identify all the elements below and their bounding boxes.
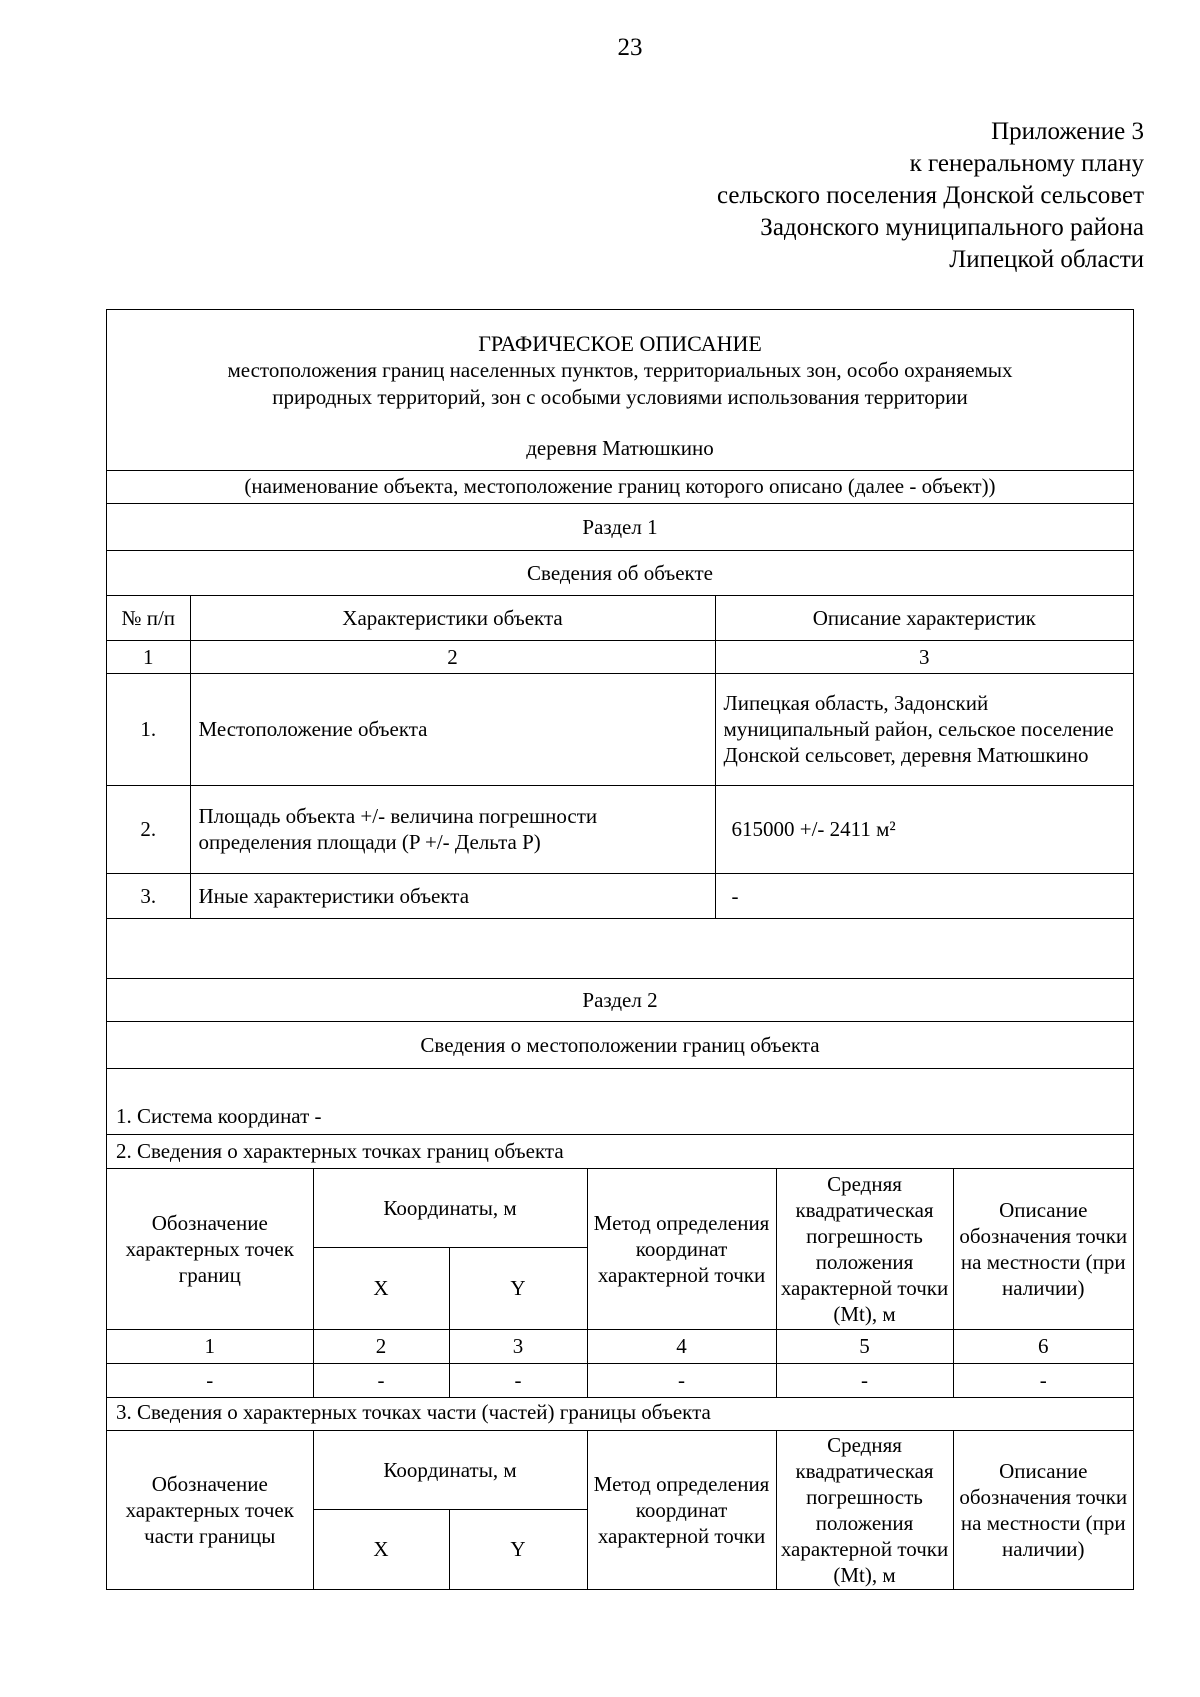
section1-title: Сведения об объекте — [107, 551, 1133, 596]
characteristic-value: - — [715, 873, 1133, 918]
column-number-row — [107, 640, 1133, 673]
form-title: ГРАФИЧЕСКОЕ ОПИСАНИЕ — [478, 331, 762, 356]
column-header: X — [313, 1509, 449, 1589]
table-header-row — [107, 1430, 1133, 1509]
column-header: Y — [449, 1509, 587, 1589]
column-header: Y — [449, 1247, 587, 1329]
section2-title: Сведения о местоположении границ объекта — [107, 1022, 1133, 1069]
column-header: X — [313, 1247, 449, 1329]
column-header: Координаты, м — [313, 1168, 587, 1247]
parts-subtitle: 3. Сведения о характерных точках части (частей) границы объекта — [107, 1396, 1133, 1431]
coordinate-system: 1. Система координат - — [107, 1069, 1133, 1135]
column-header: Обозначение характерных точек части границы — [107, 1430, 313, 1589]
section2-label: Раздел 2 — [107, 979, 1133, 1022]
characteristic-value: 615000 +/- 2411 м² — [715, 785, 1133, 873]
table-cell: - — [953, 1363, 1133, 1397]
form-header — [107, 310, 1133, 471]
column-header: Метод определения координат характерной точки — [587, 1430, 776, 1589]
table-header-row — [107, 1168, 1133, 1247]
table-cell: - — [449, 1363, 587, 1397]
table-cell: - — [587, 1363, 776, 1397]
column-number: 1 — [107, 640, 190, 673]
characteristic-name: Площадь объекта +/- величина погрешности определения площади (P +/- Дельта P) — [190, 785, 715, 873]
column-header: Описание обозначения точки на местности (при наличии) — [953, 1430, 1133, 1589]
form-subtitle: природных территорий, зон с особыми условиями использования территории — [272, 385, 968, 409]
column-header: Описание обозначения точки на местности (при наличии) — [953, 1168, 1133, 1329]
appendix-line: Липецкой области — [949, 246, 1144, 273]
column-header: № п/п — [107, 595, 190, 640]
column-number: 6 — [953, 1329, 1133, 1363]
form-subtitle: местоположения границ населенных пунктов, территориальных зон, особо охраняемых — [227, 358, 1013, 382]
table-row — [107, 873, 1133, 918]
column-number-row — [107, 1329, 1133, 1363]
row-number: 3. — [107, 873, 190, 918]
appendix-line: к генеральному плану — [909, 150, 1144, 177]
column-number: 3 — [449, 1329, 587, 1363]
column-number: 1 — [107, 1329, 313, 1363]
section1-label: Раздел 1 — [107, 504, 1133, 551]
object-name-caption: (наименование объекта, местоположение границ которого описано (далее - объект)) — [107, 471, 1133, 504]
table-cell: - — [313, 1363, 449, 1397]
boundary-points-table — [107, 1168, 1133, 1398]
column-header: Описание характеристик — [715, 595, 1133, 640]
column-header: Средняя квадратическая погрешность положения характерной точки (Mt), м — [776, 1168, 953, 1329]
appendix-line: Задонского муниципального района — [760, 214, 1144, 241]
column-header: Метод определения координат характерной точки — [587, 1168, 776, 1329]
column-number: 2 — [190, 640, 715, 673]
row-number: 1. — [107, 673, 190, 785]
appendix-line: Приложение 3 — [991, 118, 1144, 145]
characteristic-name: Иные характеристики объекта — [190, 873, 715, 918]
graphic-description-form — [106, 309, 1134, 1590]
characteristic-value: Липецкая область, Задонский муниципальный район, сельское поселение Донской сельсовет, деревня Матюшкино — [715, 673, 1133, 785]
object-info-table — [107, 595, 1133, 919]
points-subtitle: 2. Сведения о характерных точках границ объекта — [107, 1135, 1133, 1169]
column-number: 2 — [313, 1329, 449, 1363]
appendix-line: сельского поселения Донской сельсовет — [717, 182, 1144, 209]
table-row — [107, 673, 1133, 785]
row-number: 2. — [107, 785, 190, 873]
table-header-row — [107, 595, 1133, 640]
appendix-block — [717, 116, 1144, 276]
table-cell: - — [107, 1363, 313, 1397]
column-header: Обозначение характерных точек границ — [107, 1168, 313, 1329]
column-number: 3 — [715, 640, 1133, 673]
object-name: деревня Матюшкино — [526, 436, 714, 460]
column-header: Координаты, м — [313, 1430, 587, 1509]
table-row — [107, 785, 1133, 873]
column-header: Характеристики объекта — [190, 595, 715, 640]
column-number: 4 — [587, 1329, 776, 1363]
table-cell: - — [776, 1363, 953, 1397]
page-number: 23 — [617, 34, 643, 61]
characteristic-name: Местоположение объекта — [190, 673, 715, 785]
table-row — [107, 1363, 1133, 1397]
section-spacer — [107, 917, 1133, 979]
column-number: 5 — [776, 1329, 953, 1363]
boundary-parts-table — [107, 1430, 1133, 1590]
column-header: Средняя квадратическая погрешность положения характерной точки (Mt), м — [776, 1430, 953, 1589]
